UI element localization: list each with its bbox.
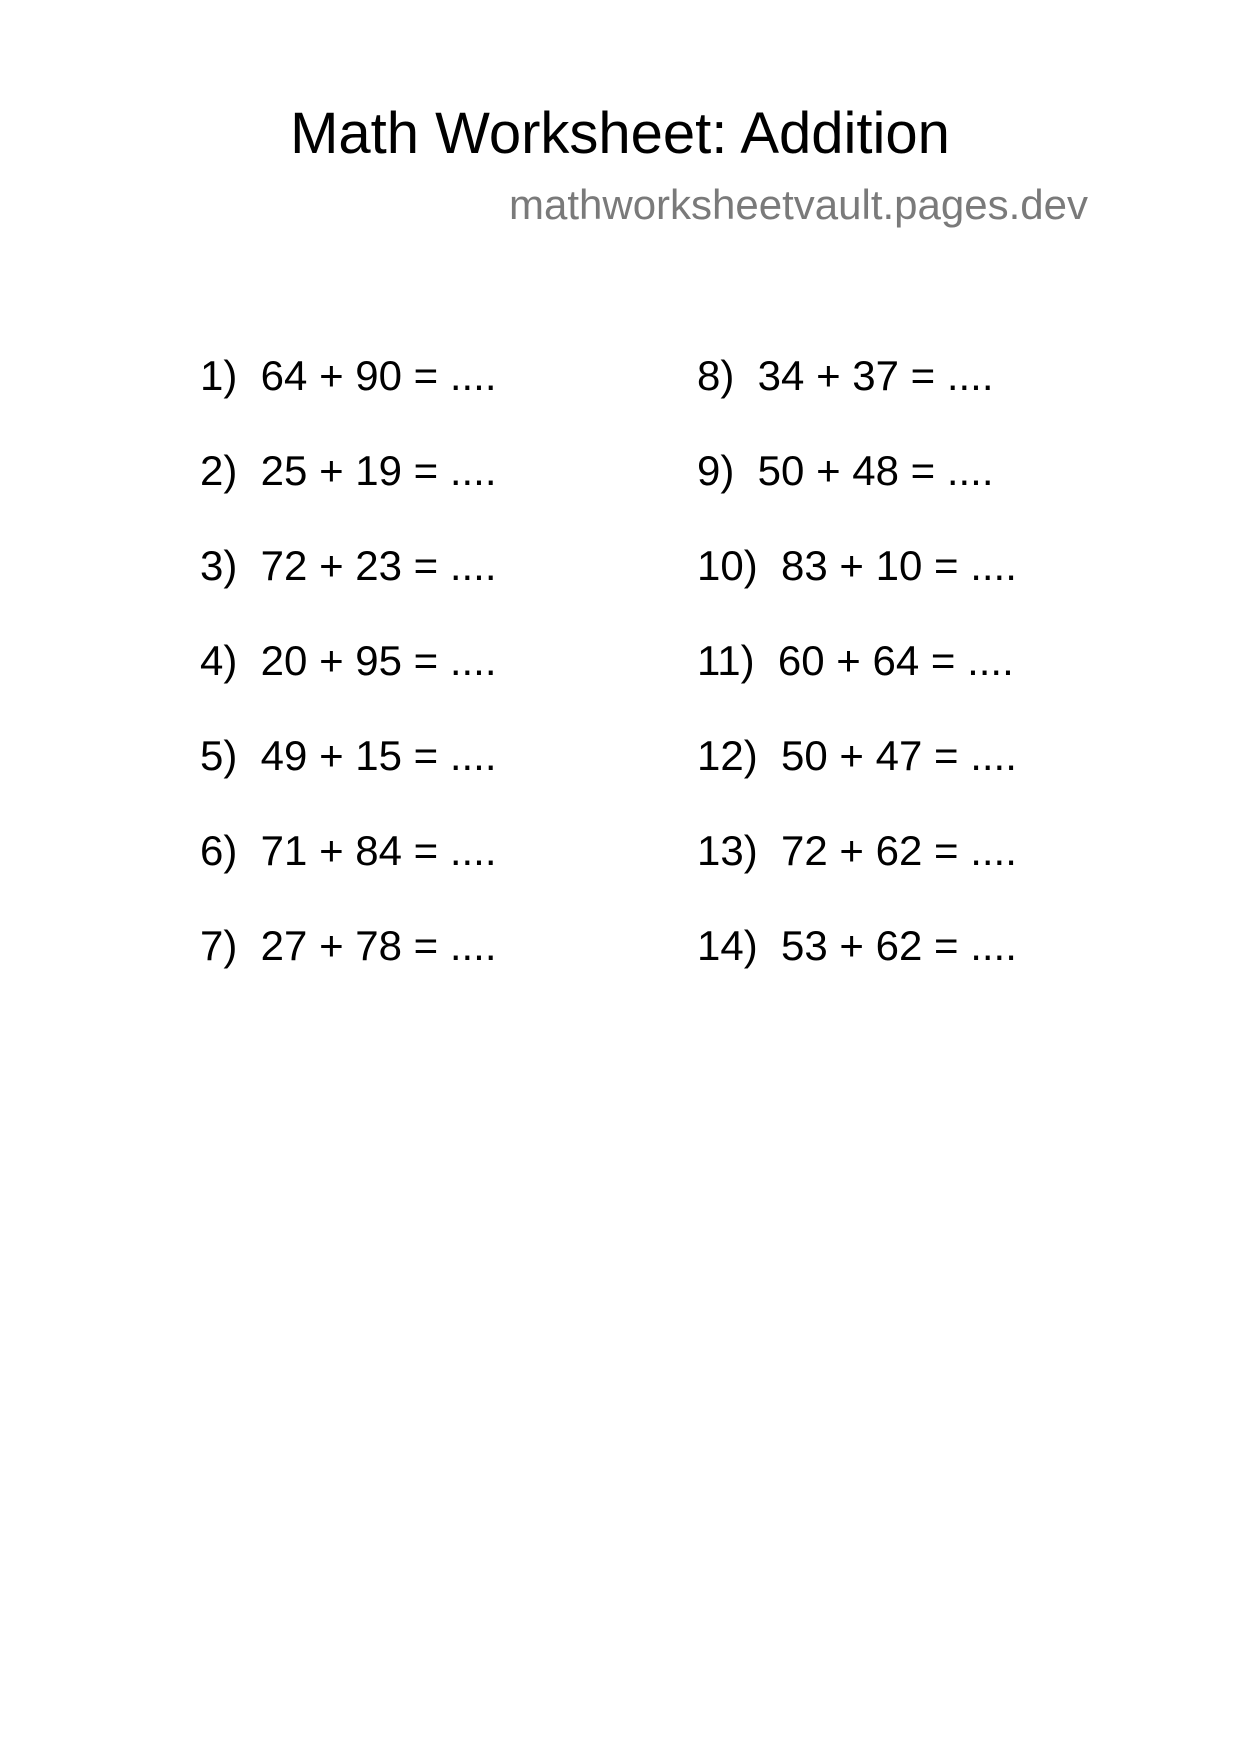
problem-8: 8) 34 + 37 = .... <box>697 352 994 399</box>
problem-column-left <box>200 350 497 1015</box>
problem-1: 1) 64 + 90 = .... <box>200 352 497 399</box>
problem-10: 10) 83 + 10 = .... <box>697 542 1017 589</box>
problem-13: 13) 72 + 62 = .... <box>697 827 1017 874</box>
source-url: mathworksheetvault.pages.dev <box>509 181 1088 228</box>
problem-7: 7) 27 + 78 = .... <box>200 922 497 969</box>
problem-11: 11) 60 + 64 = .... <box>697 637 1014 684</box>
problem-14: 14) 53 + 62 = .... <box>697 922 1017 969</box>
problem-3: 3) 72 + 23 = .... <box>200 542 497 589</box>
problem-2: 2) 25 + 19 = .... <box>200 447 497 494</box>
problem-column-right <box>697 350 1017 1015</box>
problem-5: 5) 49 + 15 = .... <box>200 732 497 779</box>
problem-6: 6) 71 + 84 = .... <box>200 827 497 874</box>
problem-12: 12) 50 + 47 = .... <box>697 732 1017 779</box>
problem-9: 9) 50 + 48 = .... <box>697 447 994 494</box>
problem-4: 4) 20 + 95 = .... <box>200 637 497 684</box>
page-title: Math Worksheet: Addition <box>290 101 950 166</box>
